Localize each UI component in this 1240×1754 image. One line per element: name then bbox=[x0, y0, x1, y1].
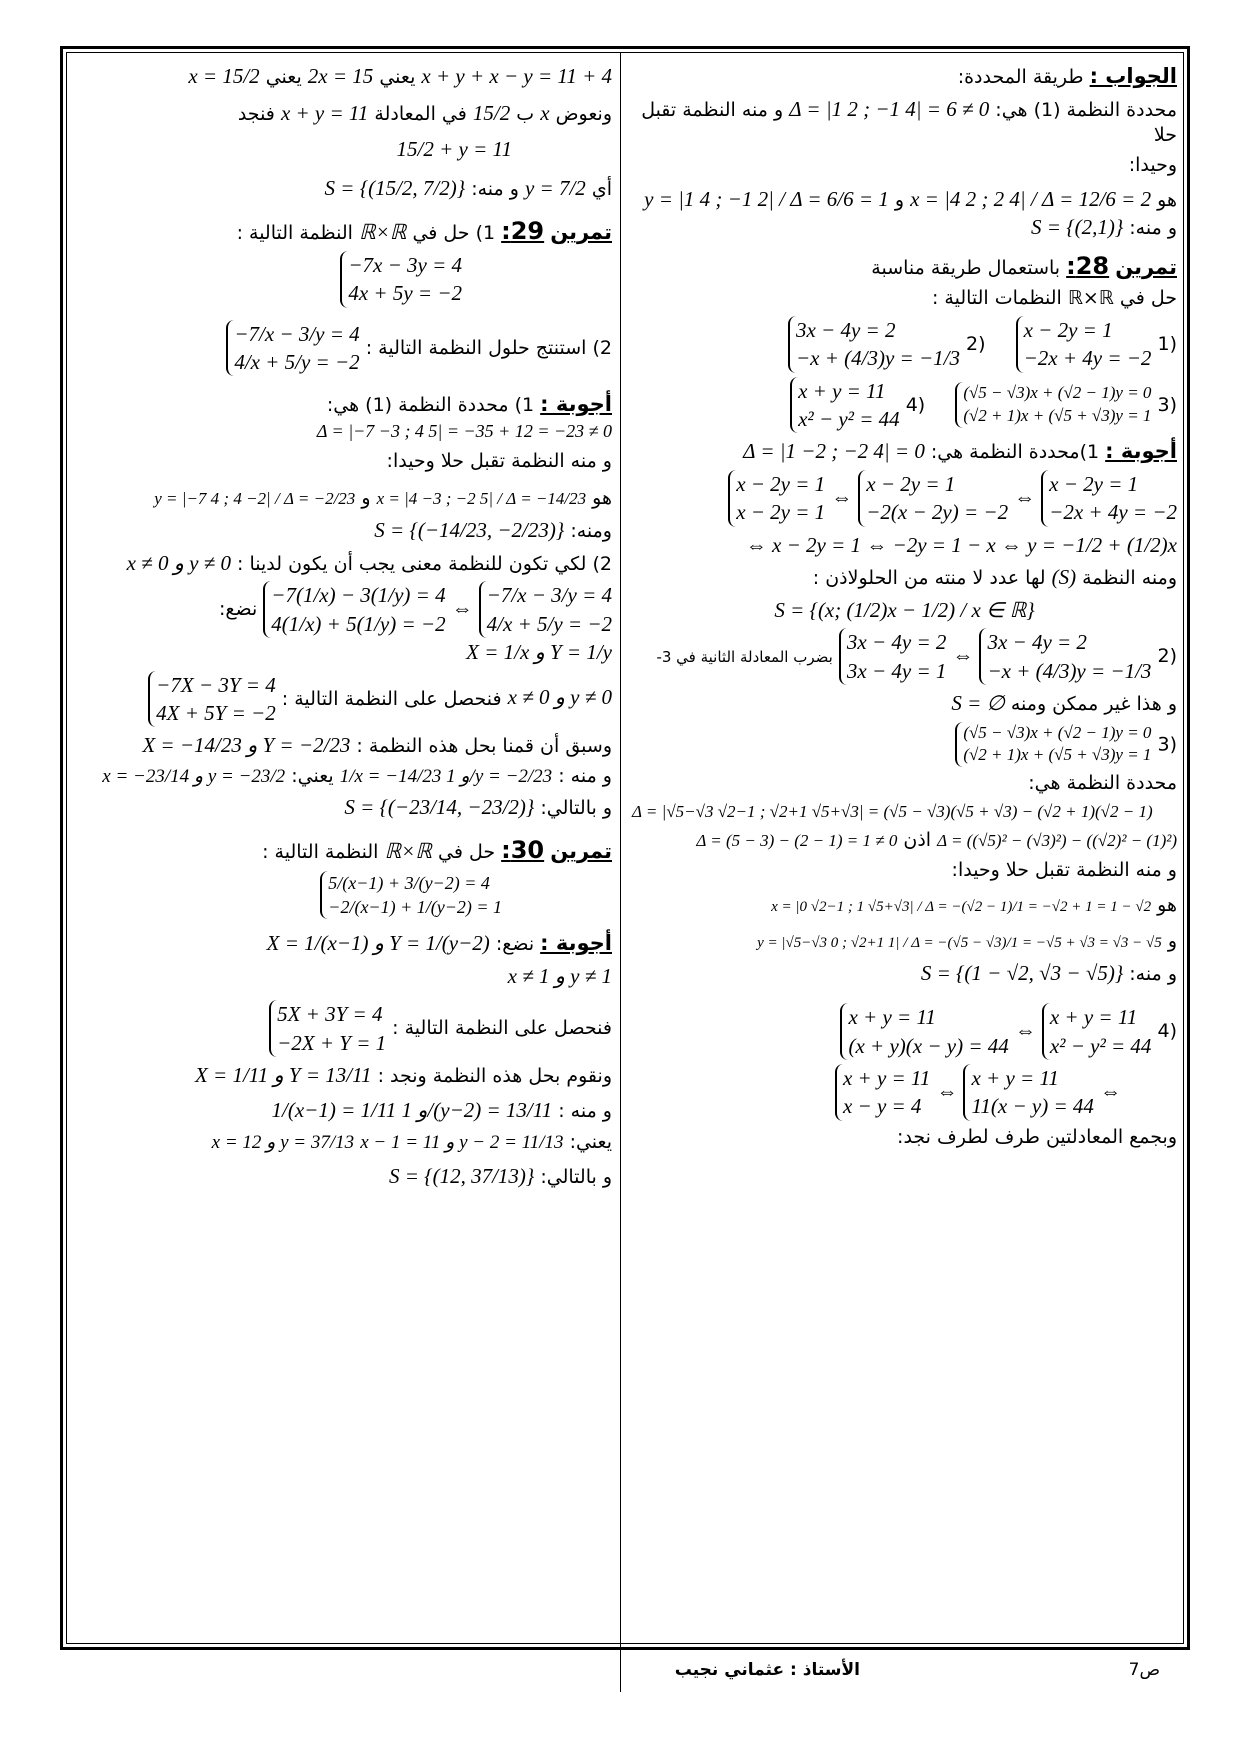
l4-ay: أي bbox=[591, 177, 612, 200]
ans2-conclusion: و هذا غير ممكن ومنه bbox=[1010, 692, 1177, 715]
a2-XY: X = −14/23 و Y = −2/23 bbox=[142, 733, 351, 758]
ans4-sys-a-eq2: x² − y² = 44 bbox=[1049, 1033, 1152, 1058]
a2-solution: S = {(−23/14, −23/2)} bbox=[344, 795, 535, 820]
ans3-det2-line bbox=[632, 828, 1177, 854]
ex30-solve-line bbox=[74, 1061, 612, 1090]
sys3-eq1: (√5 − √3)x + (√2 − 1)y = 0 bbox=[963, 382, 1152, 402]
det-conclusion: و منه النظمة تقبل حلا bbox=[641, 98, 1177, 147]
ex29-heading bbox=[74, 215, 612, 247]
ex30-sys-line bbox=[74, 871, 612, 920]
ans3-y-line bbox=[632, 929, 1177, 955]
sys1-label: (1 bbox=[1157, 332, 1177, 355]
ans1-sys-b-eq2: −2(x − 2y) = −2 bbox=[866, 500, 1009, 525]
ans2-solution: S = ∅ bbox=[951, 690, 1005, 715]
ans3-y: y = |√5−√3 0 ; √2+1 1| / Δ = −(√5 − √3)/1 = −√5 + √3 = √3 − √5 bbox=[757, 934, 1162, 951]
l2-d: فنجد bbox=[237, 102, 275, 125]
ex29-label: تمرين bbox=[550, 219, 612, 244]
huwa-label: هو bbox=[1157, 188, 1177, 211]
sys4-label: (4 bbox=[905, 393, 926, 416]
ans4-line2: ⇔ x + y = 11 11(x − y) = 44 ⇔ x + y = 11 x − y = 4 bbox=[632, 1064, 1177, 1121]
answer-method: طريقة المحددة: bbox=[957, 66, 1084, 88]
ex30-yani: يعني: bbox=[569, 1131, 612, 1154]
l2-c: في المعادلة bbox=[374, 102, 467, 125]
left-column bbox=[74, 62, 612, 1195]
answers29-heading: أجوبة : bbox=[540, 392, 612, 417]
ex28-title: باستعمال طريقة مناسبة bbox=[871, 256, 1061, 279]
ans3-idhan: اذن bbox=[903, 828, 932, 851]
ex30-sys2 bbox=[269, 1000, 386, 1057]
ans1-sys-a-eq2: −2x + 4y = −2 bbox=[1049, 500, 1177, 525]
a2-obtain-line bbox=[74, 671, 612, 728]
ans3-det3: Δ = (5 − 3) − (2 − 1) = 1 ≠ 0 bbox=[696, 830, 898, 850]
ans2-sys-eq1: 3x − 4y = 2 bbox=[987, 630, 1087, 655]
ans3-x-line bbox=[632, 893, 1177, 919]
ex28-task bbox=[632, 286, 1177, 312]
l1-yani1: يعني bbox=[379, 66, 416, 88]
ans2-conclusion-line bbox=[632, 689, 1177, 718]
ex30-wa-minhu: و منه : bbox=[558, 1099, 612, 1122]
l2-a: ونعوض bbox=[555, 102, 612, 125]
ex30-sub-line bbox=[74, 929, 612, 958]
ex30-task-c: النظمة التالية : bbox=[262, 841, 379, 864]
ans2-result-eq2: 3x − 4y = 1 bbox=[846, 658, 947, 683]
sys4-eq2: x² − y² = 44 bbox=[798, 406, 900, 431]
a2-cond-line bbox=[74, 549, 612, 578]
ans4-sys-c bbox=[963, 1064, 1093, 1121]
l1-eq: x + y + x − y = 11 + 4 bbox=[421, 64, 612, 88]
ex30-solution-line bbox=[74, 1162, 612, 1191]
sys2-label: (2 bbox=[966, 332, 986, 355]
ans1-sys-b bbox=[858, 470, 1008, 527]
ans1-line2-text: ⇔ x − 2y = 1 ⇔ −2y = 1 − x ⇔ y = −1/2 + (1/2)x bbox=[745, 532, 1177, 557]
answers28-heading-text: أجوبة : bbox=[1105, 439, 1177, 464]
a2-wa-minhu: و منه : bbox=[558, 764, 612, 787]
a2-bittali: و بالتالي: bbox=[540, 797, 612, 820]
sys2-eq2: −x + (4/3)y = −1/3 bbox=[795, 346, 960, 371]
sys1 bbox=[1016, 316, 1152, 373]
a2-sys bbox=[479, 581, 612, 638]
a2-sys-c bbox=[148, 671, 276, 728]
ans1-sys-a bbox=[1041, 470, 1177, 527]
ex30-solve: ونقوم بحل هذه النظمة ونجد : bbox=[377, 1065, 612, 1088]
ans3-sys bbox=[955, 722, 1151, 768]
ex29-sys2-eq1: −7/x − 3/y = 4 bbox=[234, 321, 360, 346]
ans1-conclusion-a: ومنه النظمة bbox=[1082, 567, 1177, 590]
a2-xy: x = −23/14 و y = −23/2 bbox=[102, 765, 286, 787]
ans2-sys bbox=[979, 628, 1151, 685]
det-expr: Δ = |1 2 ; −1 4| = 6 ≠ 0 bbox=[789, 96, 990, 121]
ex29-sys2-eq2: 4/x + 5/y = −2 bbox=[234, 349, 360, 374]
ex29-task-c: النظمة التالية : bbox=[236, 221, 353, 244]
answers28-heading bbox=[632, 437, 1177, 466]
ans1-chain: x − 2y = 1 −2x + 4y = −2 ⇔ x − 2y = 1 −2(x − 2y) = −2 ⇔ x − 2y = 1 x − 2y = 1 bbox=[632, 470, 1177, 527]
a2-sub: X = 1/x و Y = 1/y bbox=[466, 639, 612, 664]
a1-unique-line bbox=[74, 449, 612, 475]
ex28-label: تمرين bbox=[1115, 254, 1177, 279]
ans4-line1: (4 x + y = 11 x² − y² = 44 ⇔ x + y = 11 (x + y)(x − y) = 44 bbox=[632, 1003, 1177, 1060]
ex29-task2: 2) استنتج حلول النظمة التالية : bbox=[365, 336, 612, 359]
ex28-systems-34 bbox=[632, 377, 1177, 434]
ans1-sys-c bbox=[728, 470, 825, 527]
ans3-solution-line bbox=[632, 959, 1177, 988]
ans3-huwa: هو bbox=[1157, 894, 1177, 917]
sys1-eq2: −2x + 4y = −2 bbox=[1023, 346, 1152, 371]
a1-intro: 1) محددة النظمة (1) هي: bbox=[326, 394, 535, 417]
a2-sys-b-eq1: −7(1/x) − 3(1/y) = 4 bbox=[271, 583, 446, 608]
a2-cond-math: x ≠ 0 و y ≠ 0 bbox=[126, 550, 231, 575]
ans1-sys-c-eq1: x − 2y = 1 bbox=[736, 471, 826, 496]
a2-yani: يعني: bbox=[291, 764, 334, 787]
x-value: x = |4 2 ; 2 4| / Δ = 12/6 = 2 bbox=[910, 186, 1152, 211]
ans1-sys-c-eq2: x − 2y = 1 bbox=[736, 500, 826, 525]
ans3-unique: و منه النظمة تقبل حلا وحيدا: bbox=[951, 858, 1177, 881]
ans4-sys-d-eq2: x − y = 4 bbox=[842, 1094, 922, 1119]
unique-label: وحيدا: bbox=[1128, 153, 1177, 176]
a2-sys-b-eq2: 4(1/x) + 5(1/y) = −2 bbox=[271, 611, 446, 636]
ans4-label: (4 bbox=[1157, 1020, 1177, 1043]
ans1-intro: 1)محددة النظمة هي: bbox=[930, 441, 1100, 464]
ans4-sys-b bbox=[840, 1003, 1008, 1060]
ans2-sys-eq2: −x + (4/3)y = −1/3 bbox=[987, 658, 1152, 683]
ex29-task-a: 1) حل في bbox=[412, 221, 496, 244]
ans3-unique-line bbox=[632, 858, 1177, 884]
ex30-inv-line bbox=[74, 1096, 612, 1125]
ans3-wa-minhu: و منه: bbox=[1129, 962, 1177, 985]
a2-cond: 2) لكي تكون للنظمة معنى يجب أن يكون لدينا : bbox=[237, 552, 612, 575]
ex30-xy: x = 12 و y = 37/13 bbox=[211, 1132, 355, 1154]
ex30-inv: 1/(x−1) = 1/11 و 1/(y−2) = 13/11 bbox=[271, 1097, 553, 1122]
footer-page-number: ص7 bbox=[1128, 1660, 1160, 1680]
a1-huwa: هو bbox=[592, 487, 612, 510]
ans3-det-intro-line bbox=[632, 771, 1177, 797]
a1-solution-line bbox=[74, 516, 612, 545]
ans2-result bbox=[839, 628, 946, 685]
a2-sys-eq2: 4/x + 5/y = −2 bbox=[486, 611, 612, 636]
y-value: y = |1 4 ; −1 2| / Δ = 6/6 = 1 bbox=[644, 186, 889, 211]
a2-obtain: فنحصل على النظمة التالية : bbox=[281, 687, 502, 710]
ans3-det-intro: محددة النظمة هي: bbox=[1028, 772, 1177, 795]
ex29-sys1-eq2: 4x + 5y = −2 bbox=[348, 281, 462, 306]
ex30-task-b: ℝ×ℝ bbox=[384, 839, 432, 864]
ans3-label: (3 bbox=[1157, 732, 1177, 755]
a1-x: x = |4 −3 ; −2 5| / Δ = −14/23 bbox=[376, 489, 587, 509]
l2-b: ب bbox=[516, 102, 535, 125]
ex29-sys1 bbox=[340, 251, 462, 308]
a2-sys-c-eq1: −7X − 3Y = 4 bbox=[156, 672, 276, 697]
sys3-label: (3 bbox=[1157, 393, 1177, 416]
ans3-det2: Δ = ((√5)² − (√3)²) − ((√2)² − (1)²) bbox=[937, 830, 1177, 850]
ans3-solution: S = {(1 − √2, √3 − √5)} bbox=[920, 960, 1124, 985]
l2-eq: x + y = 11 bbox=[280, 100, 369, 125]
xy-values-line bbox=[632, 185, 1177, 242]
ans3-line bbox=[632, 722, 1177, 768]
a1-unique: و منه النظمة تقبل حلا وحيدا: bbox=[386, 449, 612, 472]
a1-wa-minhu: ومنه: bbox=[570, 519, 612, 542]
a2-sys-c-eq2: 4X + 5Y = −2 bbox=[156, 700, 276, 725]
a1-solution: S = {(−14/23, −2/23)} bbox=[374, 517, 565, 542]
ex30-xy-line bbox=[74, 1130, 612, 1156]
wa-minhu-label: و منه: bbox=[1129, 217, 1177, 240]
right-column bbox=[632, 62, 1177, 1154]
a2-sys-line: −7/x − 3/y = 4 4/x + 5/y = −2 ⇔ −7(1/x) − 3(1/y) = 4 4(1/x) + 5(1/y) = −2 نضع: X = 1/x و Y = 1/y bbox=[74, 581, 612, 666]
ex30-obtain-line bbox=[74, 1000, 612, 1057]
sys3 bbox=[955, 382, 1151, 428]
ans4-sys-d bbox=[835, 1064, 930, 1121]
ans4-sys-c-eq1: x + y = 11 bbox=[971, 1065, 1059, 1090]
l2-x: x bbox=[540, 100, 550, 125]
ans2-result-eq1: 3x − 4y = 2 bbox=[846, 630, 947, 655]
a2-sys-b bbox=[263, 581, 445, 638]
ex30-heading bbox=[74, 834, 612, 866]
ans1-conclusion-b: (S) bbox=[1051, 565, 1077, 590]
sys4 bbox=[790, 377, 900, 434]
ex30-sub: X = 1/(x−1) و Y = 1/(y−2) bbox=[266, 931, 490, 956]
ex30-solution: S = {(12, 37/13)} bbox=[389, 1163, 535, 1188]
ans1-solution-line bbox=[632, 596, 1177, 624]
ex30-sys2-eq1: 5X + 3Y = 4 bbox=[277, 1002, 383, 1027]
solution-27: S = {(2,1)} bbox=[1031, 215, 1124, 240]
ex29-sys2 bbox=[226, 320, 359, 377]
a1-line bbox=[74, 390, 612, 444]
a2-already: وسبق أن قمنا بحل هذه النظمة : bbox=[356, 735, 612, 758]
ans4-final: وبجمع المعادلتين طرف لطرف نجد: bbox=[897, 1125, 1177, 1148]
ex28-heading bbox=[632, 250, 1177, 282]
ex29-sys1-eq1: −7x − 3y = 4 bbox=[348, 252, 462, 277]
ans1-solution: S = {(x; (1/2)x − 1/2) / x ∈ ℝ} bbox=[774, 597, 1035, 622]
ans1-sys-b-eq1: x − 2y = 1 bbox=[866, 471, 956, 496]
ex30-sys-eq2: −2/(x−1) + 1/(y−2) = 1 bbox=[328, 896, 502, 917]
ans2-label: (2 bbox=[1157, 645, 1177, 668]
ex30-XY: X = 1/11 و Y = 13/11 bbox=[194, 1063, 372, 1088]
l4-solution: S = {(15/2, 7/2)} bbox=[324, 175, 466, 200]
ex29-sys1-line bbox=[74, 251, 612, 308]
ex29-task-b: ℝ×ℝ bbox=[358, 219, 407, 244]
ans4-sys-c-eq2: 11(x − y) = 44 bbox=[971, 1094, 1094, 1119]
ex28-systems-12 bbox=[632, 316, 1177, 373]
l4-wa-minhu: و منه: bbox=[471, 177, 519, 200]
l3-eq: 15/2 + y = 11 bbox=[396, 137, 512, 162]
det-line bbox=[632, 95, 1177, 149]
ex30-num: 30: bbox=[501, 836, 545, 865]
ex30-obtain: فنحصل على النظمة التالية : bbox=[392, 1017, 612, 1040]
ex30-task-a: حل في bbox=[437, 841, 496, 864]
sys4-eq1: x + y = 11 bbox=[798, 378, 886, 403]
ans3-x: x = |0 √2−1 ; 1 √5+√3| / Δ = −(√2 − 1)/1 = −√2 + 1 = 1 − √2 bbox=[771, 899, 1152, 916]
answer-heading: الجواب : bbox=[1089, 64, 1177, 88]
a2-sys-eq1: −7/x − 3/y = 4 bbox=[486, 583, 612, 608]
wa-label: و bbox=[894, 188, 905, 211]
sys2-eq1: 3x − 4y = 2 bbox=[795, 317, 896, 342]
a2-nada: نضع: bbox=[218, 598, 258, 621]
a1-det: Δ = |−7 −3 ; 4 5| = −35 + 12 = −23 ≠ 0 bbox=[316, 420, 612, 441]
ans1-line2 bbox=[632, 531, 1177, 560]
a2-cond2: x ≠ 0 و y ≠ 0 bbox=[507, 685, 612, 710]
ex30-sys bbox=[320, 871, 502, 920]
l4-y: y = 7/2 bbox=[524, 175, 586, 200]
ex30-answers: أجوبة : bbox=[540, 931, 612, 956]
det-intro: محددة النظمة (1) هي: bbox=[995, 98, 1177, 121]
ans3-det1: Δ = |√5−√3 √2−1 ; √2+1 √5+√3| = (√5 − √3)(√5 + √3) − (√2 + 1)(√2 − 1) bbox=[632, 802, 1153, 822]
sys1-eq1: x − 2y = 1 bbox=[1023, 317, 1113, 342]
l2-line bbox=[74, 99, 612, 128]
ans1-conclusion-c: لها عدد لا منته من الحلولاذن : bbox=[812, 567, 1046, 590]
ans4-final-line bbox=[632, 1125, 1177, 1151]
answer-heading-line bbox=[632, 62, 1177, 91]
ans4-sys-b-eq2: (x + y)(x − y) = 44 bbox=[848, 1033, 1009, 1058]
ex29-num: 29: bbox=[501, 216, 545, 245]
ans4-sys-d-eq1: x + y = 11 bbox=[842, 1065, 931, 1090]
ans3-sys-eq2: (√2 + 1)x + (√5 + √3)y = 1 bbox=[963, 745, 1152, 765]
ans3-det1-line bbox=[632, 801, 1177, 824]
l1-eq-c: x = 15/2 bbox=[188, 64, 260, 88]
sys3-eq2: (√2 + 1)x + (√5 + √3)y = 1 bbox=[963, 405, 1152, 425]
footer-author: الأستاذ : عثماني نجيب bbox=[674, 1660, 860, 1680]
ex30-label: تمرين bbox=[550, 839, 612, 864]
sys2 bbox=[788, 316, 960, 373]
ans2-line: (2 3x − 4y = 2 −x + (4/3)y = −1/3 ⇔ 3x − 4y = 2 3x − 4y = 1 بضرب المعادلة الثانية في 3- bbox=[632, 628, 1177, 685]
ex30-sys-eq1: 5/(x−1) + 3/(y−2) = 4 bbox=[328, 872, 490, 893]
ans3-wa: و bbox=[1167, 929, 1177, 952]
a2-inv-line bbox=[74, 764, 612, 790]
ex29-task2-line bbox=[74, 320, 612, 377]
ans1-sys-a-eq1: x − 2y = 1 bbox=[1049, 471, 1139, 496]
ans3-sys-eq1: (√5 − √3)x + (√2 − 1)y = 0 bbox=[963, 722, 1152, 742]
l1-yani2: يعني bbox=[265, 66, 302, 88]
a2-solution-line bbox=[74, 793, 612, 822]
ans4-sys-a-eq1: x + y = 11 bbox=[1049, 1005, 1138, 1030]
a2-inv: 1/x = −14/23 و 1/y = −2/23 bbox=[339, 765, 553, 787]
ans1-conclusion bbox=[632, 563, 1177, 592]
ex30-cond: x ≠ 1 و y ≠ 1 bbox=[507, 963, 612, 988]
a1-wa: و bbox=[361, 487, 371, 510]
l1-eq-b: 2x = 15 bbox=[307, 64, 374, 88]
ex28-task-text: حل في ℝ×ℝ النظمات التالية : bbox=[931, 287, 1177, 310]
a1-y: y = |−7 4 ; 4 −2| / Δ = −2/23 bbox=[154, 489, 356, 509]
unique-line bbox=[632, 153, 1177, 179]
a2-already-line bbox=[74, 731, 612, 760]
l4-line bbox=[74, 174, 612, 203]
l2-val: 15/2 bbox=[472, 100, 511, 125]
ex28-num: 28: bbox=[1066, 251, 1110, 280]
ans4-sys-b-eq1: x + y = 11 bbox=[848, 1005, 936, 1030]
l3-line bbox=[74, 135, 612, 164]
l1-line bbox=[74, 62, 612, 91]
ex30-bittali: و بالتالي: bbox=[540, 1165, 612, 1188]
ex30-cond-line bbox=[74, 962, 612, 991]
column-divider bbox=[620, 52, 621, 1692]
ex30-sys2-eq2: −2X + Y = 1 bbox=[277, 1030, 387, 1055]
ex30-nada: نضع: bbox=[495, 933, 535, 956]
a1-xy-line bbox=[74, 486, 612, 512]
ans2-note: بضرب المعادلة الثانية في 3- bbox=[656, 648, 833, 667]
ex30-eqs: x − 1 = 11 و y − 2 = 11/13 bbox=[360, 1132, 564, 1154]
ans1-det: Δ = |1 −2 ; −2 4| = 0 bbox=[743, 439, 925, 464]
ans4-sys-a bbox=[1042, 1003, 1152, 1060]
